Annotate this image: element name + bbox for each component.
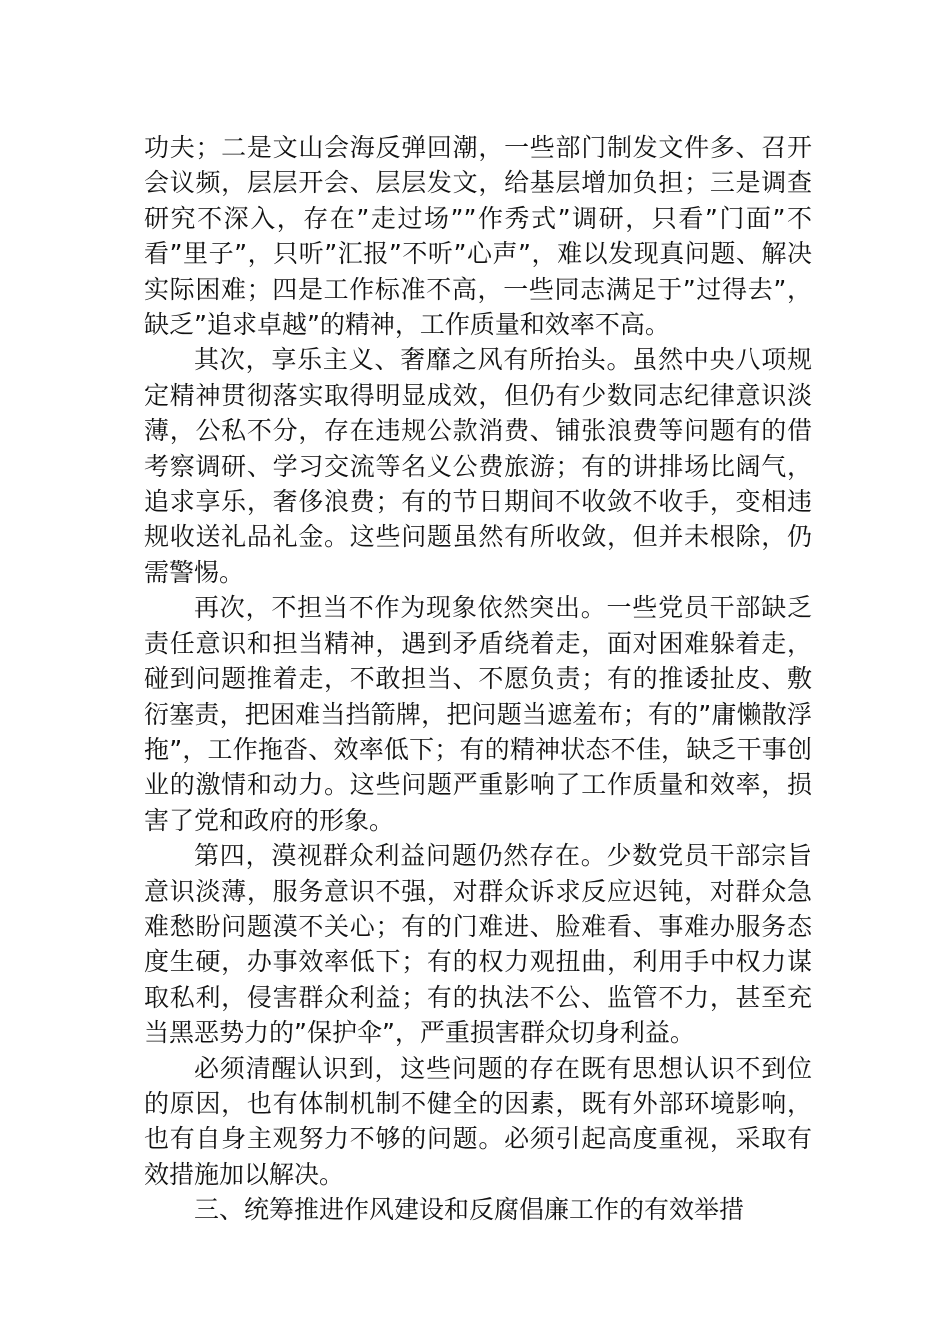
paragraph-continuation: 功夫；二是文山会海反弹回潮，一些部门制发文件多、召开会议频，层层开会、层层发文，给基层增加负担；三是调查研究不深入，存在”走过场””作秀式”调研，只看”门面”不看”里子”，只听”汇报”不听”心声”，难以发现真问题、解决实际困难；四是工作标准不高，一些同志满足于”过得去”，缺乏”追求卓越”的精神，工作质量和效率不高。: [144, 133, 812, 340]
document-body: [144, 130, 812, 1228]
paragraph-inaction: 再次，不担当不作为现象依然突出。一些党员干部缺乏责任意识和担当精神，遇到矛盾绕着走，面对困难躲着走，碰到问题推着走，不敢担当、不愿负责；有的推诿扯皮、敷衍塞责，把困难当挡箭牌，把问题当遮羞布；有的”庸懒散浮拖”，工作拖沓、效率低下；有的精神状态不佳，缺乏干事创业的激情和动力。这些问题严重影响了工作质量和效率，损害了党和政府的形象。: [144, 593, 812, 835]
paragraph-public-interest: 第四，漠视群众利益问题仍然存在。少数党员干部宗旨意识淡薄，服务意识不强，对群众诉求反应迟钝，对群众急难愁盼问题漠不关心；有的门难进、脸难看、事难办服务态度生硬，办事效率低下；有的权力观扭曲，利用手中权力谋取私利，侵害群众利益；有的执法不公、监管不力，甚至充当黑恶势力的”保护伞”，严重损害群众切身利益。: [144, 841, 812, 1048]
section-heading: 三、统筹推进作风建设和反腐倡廉工作的有效举措: [194, 1195, 745, 1225]
paragraph-conclusion: 必须清醒认识到，这些问题的存在既有思想认识不到位的原因，也有体制机制不健全的因素，既有外部环境影响，也有自身主观努力不够的问题。必须引起高度重视，采取有效措施加以解决。: [144, 1053, 812, 1189]
paragraph-hedonism: 其次，享乐主义、奢靡之风有所抬头。虽然中央八项规定精神贯彻落实取得明显成效，但仍有少数同志纪律意识淡薄，公私不分，存在违规公款消费、铺张浪费等问题有的借考察调研、学习交流等名义公费旅游；有的讲排场比阔气，追求享乐，奢侈浪费；有的节日期间不收敛不收手，变相违规收送礼品礼金。这些问题虽然有所收敛，但并未根除，仍需警惕。: [144, 345, 812, 587]
